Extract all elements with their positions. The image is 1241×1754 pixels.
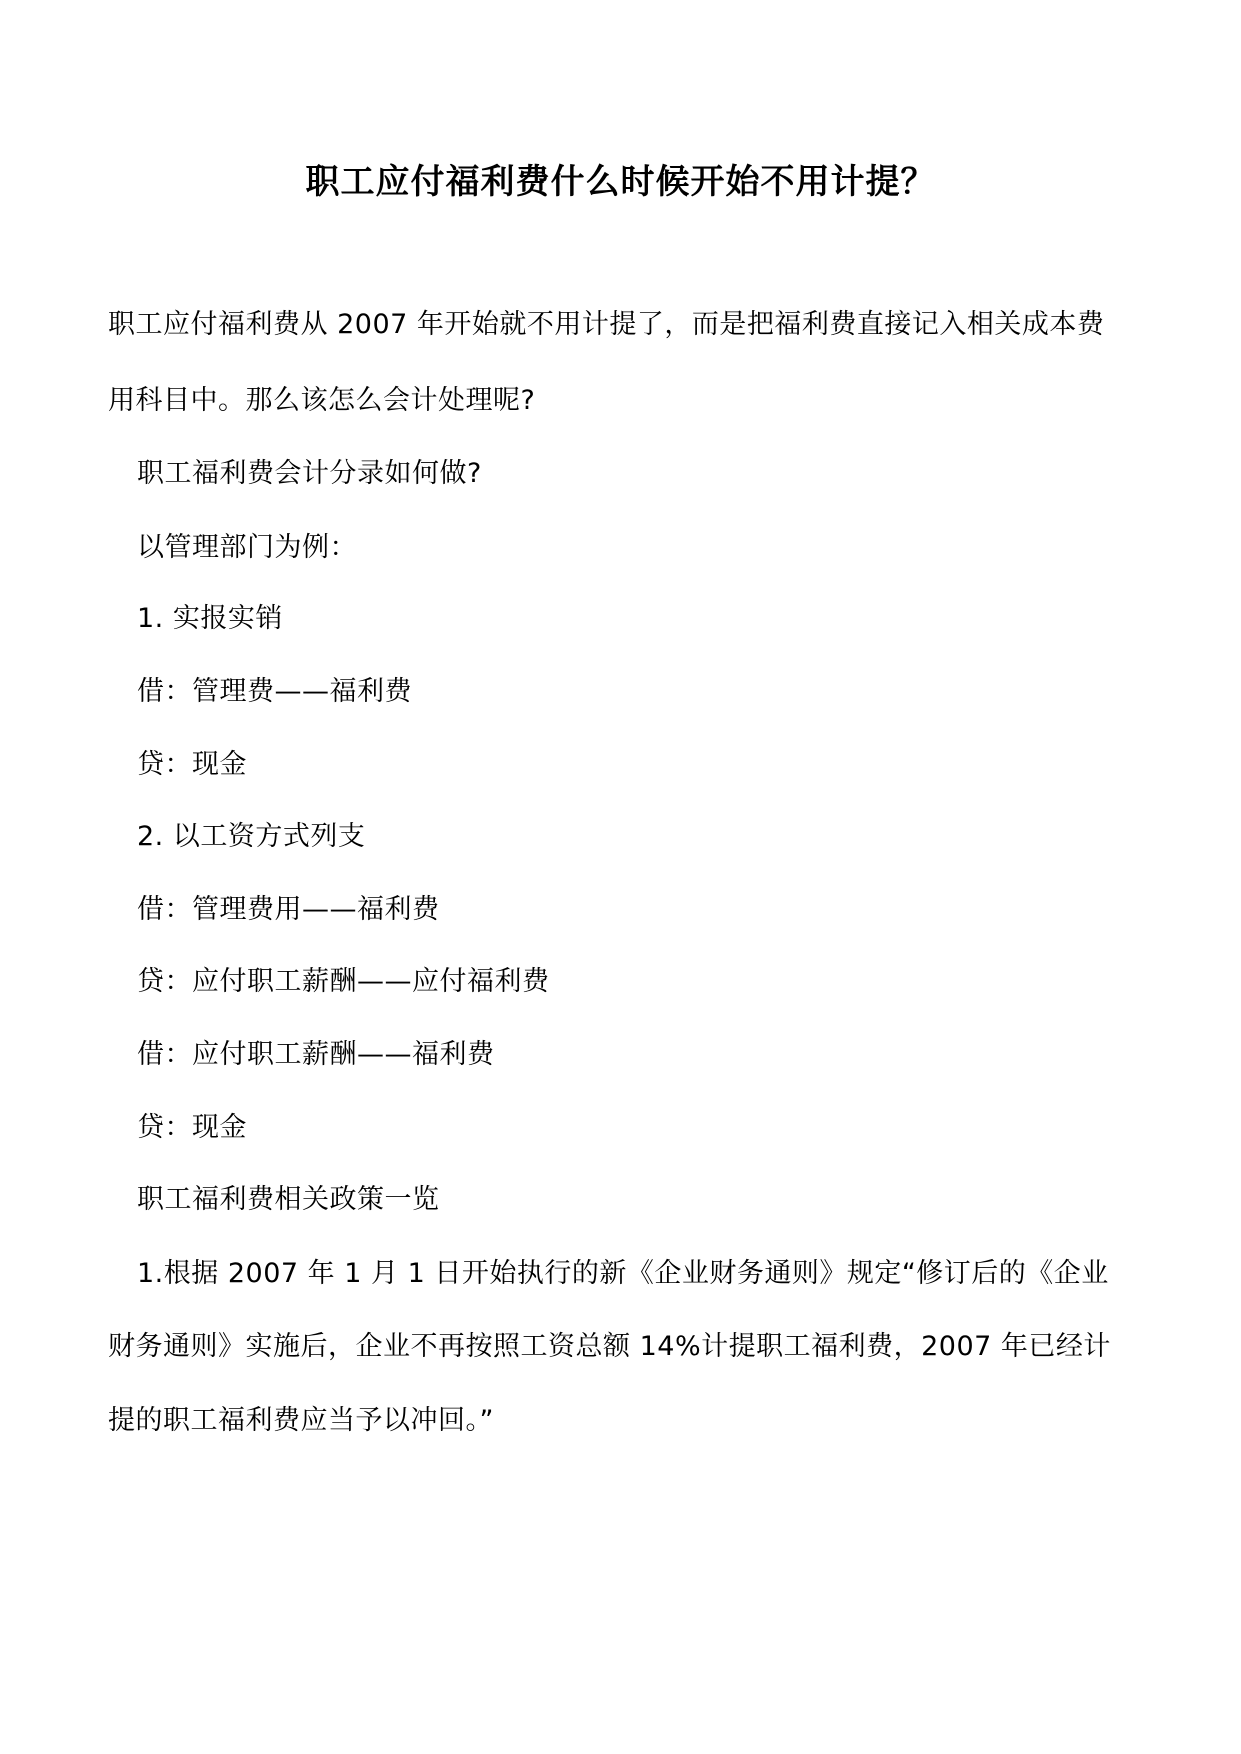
policy-heading: 职工福利费相关政策一览	[137, 1184, 440, 1215]
item-2-heading: 2. 以工资方式列支	[137, 821, 366, 852]
intro-line-1: 职工应付福利费从 2007 年开始就不用计提了，而是把福利费直接记入相关成本费	[108, 309, 1105, 340]
item-2-credit-entry-1: 贷：应付职工薪酬——应付福利费	[137, 966, 550, 997]
item-1-debit-entry: 借：管理费——福利费	[137, 676, 412, 707]
question-heading: 职工福利费会计分录如何做?	[137, 458, 482, 489]
item-1-credit-entry: 贷：现金	[137, 749, 247, 780]
document-title: 职工应付福利费什么时候开始不用计提？	[305, 162, 936, 202]
policy-1-line-3: 提的职工福利费应当予以冲回。”	[108, 1405, 494, 1436]
policy-1-line-1: 1.根据 2007 年 1 月 1 日开始执行的新《企业财务通则》规定“修订后的《企业	[137, 1258, 1109, 1289]
policy-1-line-2: 财务通则》实施后，企业不再按照工资总额 14%计提职工福利费，2007 年已经计	[108, 1331, 1111, 1362]
intro-line-2: 用科目中。那么该怎么会计处理呢?	[108, 385, 536, 416]
example-heading: 以管理部门为例：	[137, 532, 357, 563]
item-2-debit-entry-2: 借：应付职工薪酬——福利费	[137, 1039, 495, 1070]
item-2-credit-entry-2: 贷：现金	[137, 1112, 247, 1143]
item-2-debit-entry-1: 借：管理费用——福利费	[137, 894, 440, 925]
item-1-heading: 1. 实报实销	[137, 603, 283, 634]
